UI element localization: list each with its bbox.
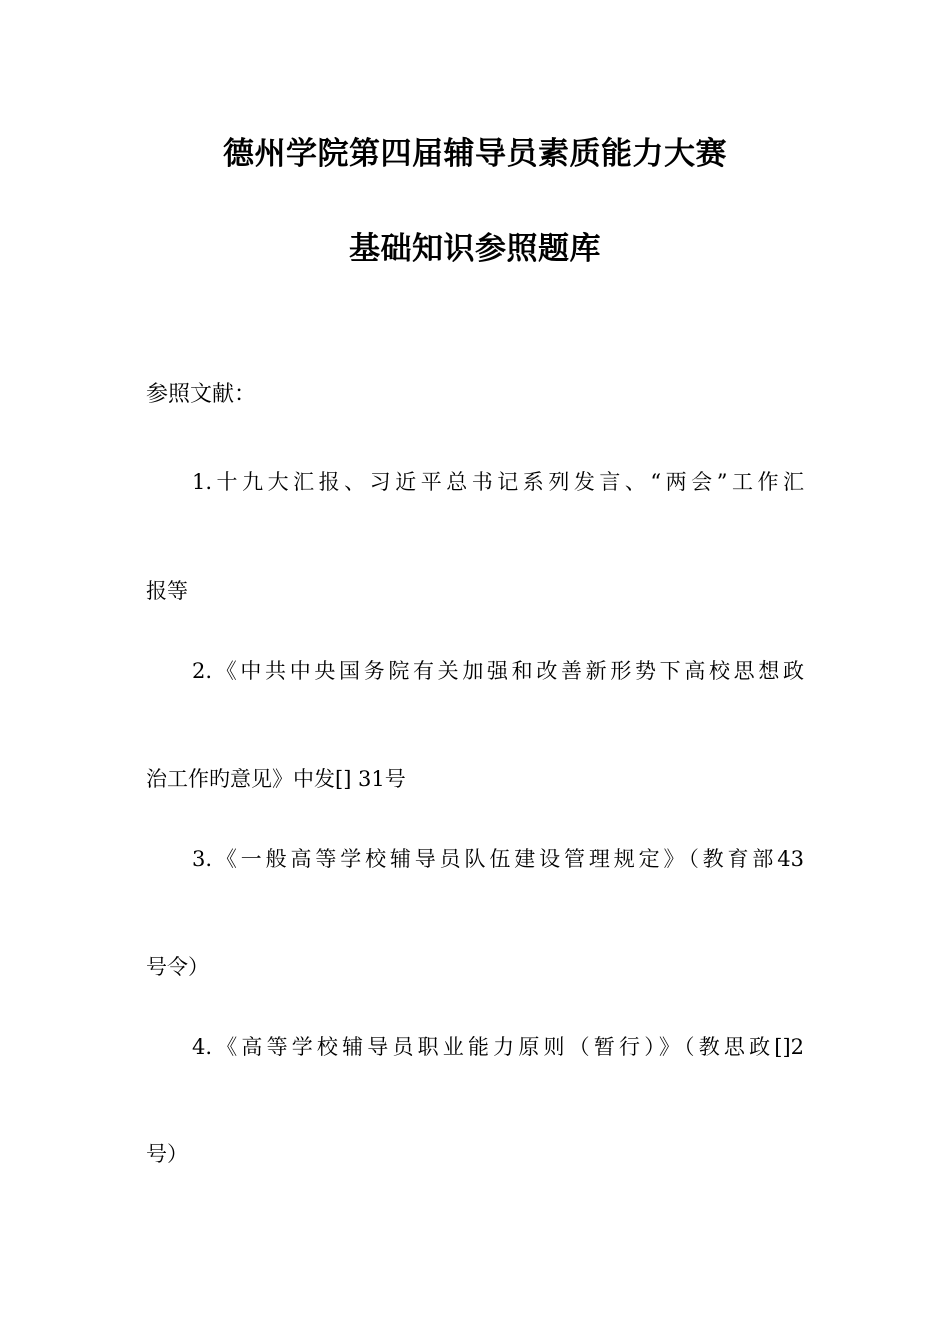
- reference-2-line-2: 治工作旳意见》中发[] 31号: [146, 767, 406, 791]
- reference-2-line-1: 2.《中共中央国务院有关加强和改善新形势下高校思想政: [192, 659, 804, 683]
- reference-4-line-1: 4.《高等学校辅导员职业能力原则（暂行）》（教思政[]2: [192, 1035, 804, 1059]
- reference-3-line-2: 号令）: [146, 955, 209, 979]
- document-title-line-1: 德州学院第四届辅导员素质能力大赛: [223, 136, 727, 172]
- document-title-line-2: 基础知识参照题库: [349, 231, 601, 267]
- reference-1-line-2: 报等: [146, 579, 188, 603]
- reference-3-line-1: 3.《一般高等学校辅导员队伍建设管理规定》（教育部43: [192, 847, 804, 871]
- references-heading: 参照文献：: [146, 382, 257, 407]
- reference-4-line-2: 号）: [146, 1142, 188, 1166]
- reference-1-line-1: 1.十九大汇报、习近平总书记系列发言、“两会”工作汇: [192, 470, 804, 494]
